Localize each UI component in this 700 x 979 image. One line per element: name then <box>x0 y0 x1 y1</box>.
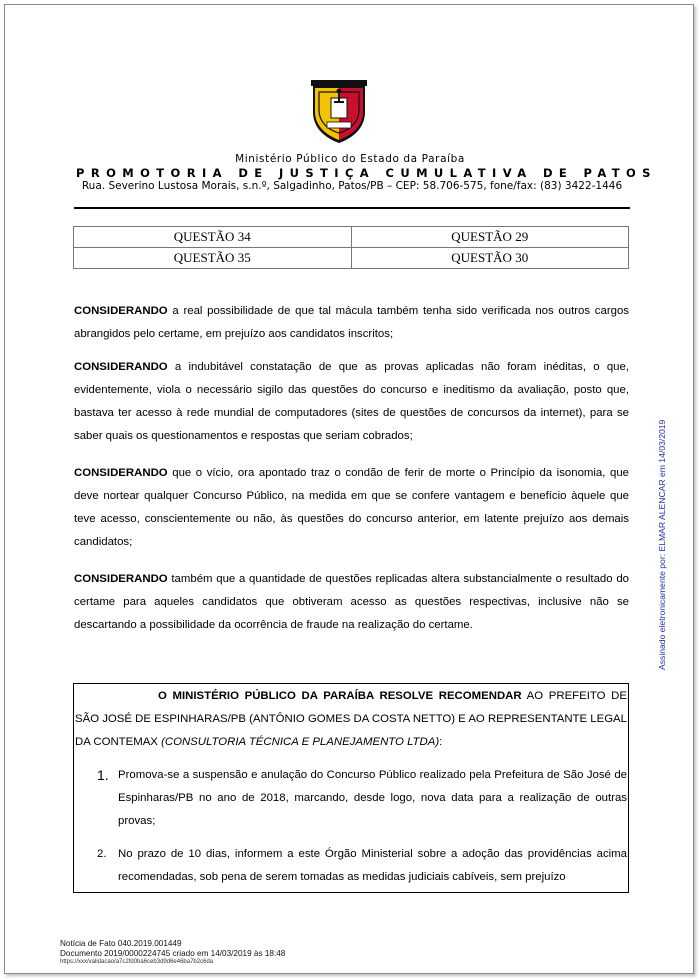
document-id: Documento 2019/0000224745 criado em 14/03/2019 às 18:48 <box>60 948 286 958</box>
considerando-paragraph <box>74 356 629 448</box>
considerando-paragraph <box>74 462 629 554</box>
validation-link[interactable]: https://xxx/validacao/a7c2fd0ba6ceb3d9d6e46ba7b2c6da <box>60 959 214 965</box>
item-text: Promova-se a suspensão e anulação do Concurso Público realizado pela Prefeitura de São José de Espinharas/PB no ano de 2018, marcando, desde logo, nova data para a realização de outras provas; <box>118 769 627 827</box>
questions-table <box>73 226 629 269</box>
header-divider <box>74 207 630 209</box>
recommendation-recipients: AO PREFEITO DE SÃO JOSÉ DE ESPINHARAS/PB (ANTÔNIO GOMES DA COSTA NETTO) E AO REPRESENTANTE LEGAL DA CONTEMAX <box>75 690 627 748</box>
table-cell: QUESTÃO 35 <box>74 248 352 269</box>
table-cell: QUESTÃO 34 <box>74 227 352 248</box>
office-name: PROMOTORIA DE JUSTIÇA CUMULATIVA DE PATOS <box>76 166 657 180</box>
paragraph-text: que o vício, ora apontado traz o condão de ferir de morte o Princípio da isonomia, que deve nortear qualquer Concurso Público, na medida em que se confere vantagem e benefício àquele que teve acesso, conscientemente ou não, às questões do concurso anterior, em latente prejuízo aos demais candidatos; <box>74 467 629 548</box>
item-text: No prazo de 10 dias, informem a este Órgão Ministerial sobre a adoção das providências acima recomendadas, sob pena de serem tomadas as medidas judiciais cabíveis, sem prejuízo <box>118 848 627 883</box>
office-address: Rua. Severino Lustosa Morais, s.n.º, Salgadinho, Patos/PB – CEP: 58.706-575, fone/fax: (83) 3422-1446 <box>81 180 623 192</box>
recommendation-lead: O MINISTÉRIO PÚBLICO DA PARAÍBA RESOLVE RECOMENDAR <box>158 690 522 702</box>
table-row <box>74 227 629 248</box>
table-cell: QUESTÃO 30 <box>351 248 629 269</box>
table-cell: QUESTÃO 29 <box>351 227 629 248</box>
paragraph-lead: CONSIDERANDO <box>74 305 168 317</box>
table-row <box>74 248 629 269</box>
coat-of-arms-icon <box>309 78 369 144</box>
signature-text: Assinado eletronicamente por: ELMAR ALENCAR em 14/03/2019 <box>657 419 667 670</box>
item-number: 2. <box>97 848 107 860</box>
recommendation-box <box>73 683 629 893</box>
company-name: (CONSULTORIA TÉCNICA E PLANEJAMENTO LTDA) <box>161 736 440 748</box>
institution-name: Ministério Público do Estado da Paraíba <box>235 153 465 165</box>
intro-colon: : <box>439 736 443 748</box>
document-footer <box>60 939 285 968</box>
recommendation-item <box>74 843 628 889</box>
paragraph-lead: CONSIDERANDO <box>74 361 168 373</box>
case-number: Notícia de Fato 040.2019.001449 <box>60 939 182 948</box>
paragraph-lead: CONSIDERANDO <box>74 573 168 585</box>
paragraph-lead: CONSIDERANDO <box>74 467 168 479</box>
considerando-paragraph <box>74 568 629 637</box>
considerando-paragraph <box>74 300 629 346</box>
recommendation-item <box>74 764 628 833</box>
paragraph-text: também que a quantidade de questões replicadas altera substancialmente o resultado do certame para aqueles candidatos que obtiveram acesso as questões respectivas, inclusive não se descartando a possibilidade da ocorrência de fraude na realização do certame. <box>74 573 629 631</box>
recommendation-intro <box>74 685 628 754</box>
item-number: 1. <box>97 767 109 783</box>
paragraph-text: a indubitável constatação de que as provas aplicadas não foram inéditas, o que, evidentemente, viola o necessário sigilo das questões do concurso e ineditismo da avaliação, posto que, bastava ter acesso à rede mundial de computadores (sites de questões de concursos da internet), para se saber quais os questionamentos e respostas que seriam cobrados; <box>74 361 629 442</box>
electronic-signature-stamp <box>657 370 671 670</box>
paragraph-text: a real possibilidade de que tal mácula também tenha sido verificada nos outros cargos abrangidos pelo certame, em prejuízo aos candidatos inscritos; <box>74 305 629 340</box>
